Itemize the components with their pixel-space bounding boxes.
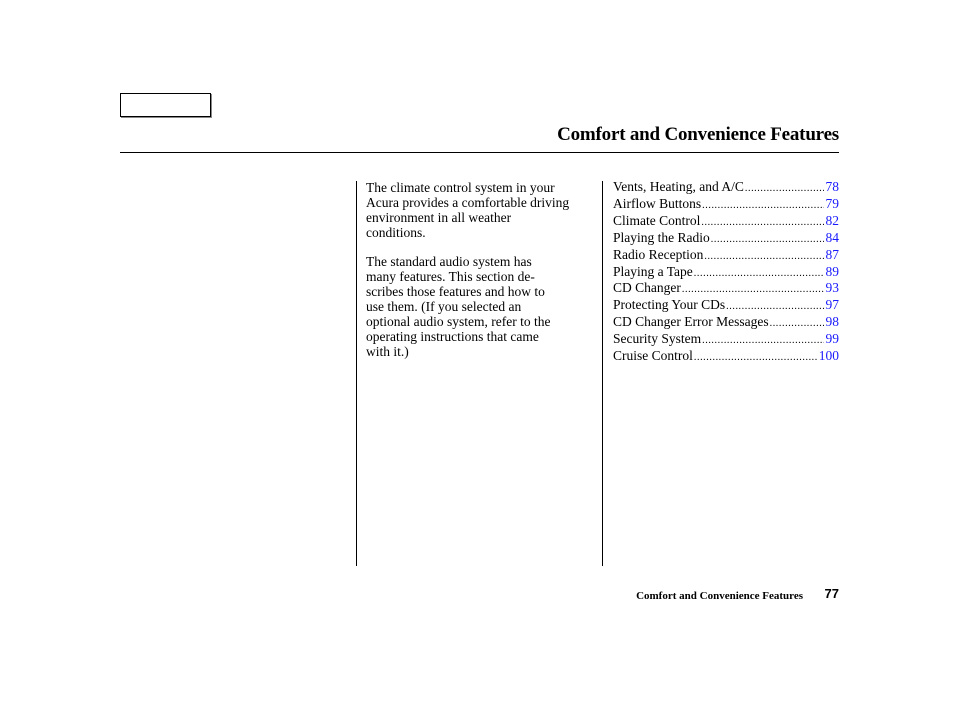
- toc-page-link[interactable]: 100: [818, 348, 839, 364]
- toc-item-label: Vents, Heating, and A/C: [613, 179, 744, 194]
- page-number: 77: [824, 586, 839, 601]
- toc-page-link[interactable]: 82: [825, 212, 839, 228]
- toc-item-climate-control[interactable]: [613, 214, 839, 231]
- toc-item-playing-tape[interactable]: [613, 265, 839, 282]
- toc-item-label: Cruise Control: [613, 348, 693, 364]
- toc-item-vents-heating-ac[interactable]: [613, 180, 839, 197]
- column-divider-left: [356, 181, 357, 566]
- leader-dots: [745, 182, 824, 197]
- leader-dots: [704, 250, 823, 265]
- toc-page-link[interactable]: 97: [825, 297, 839, 313]
- leader-dots: [726, 300, 823, 315]
- intro-paragraph-climate: The climate control system in your Acura provides a comfortable driving environment in all weather conditions.: [366, 180, 570, 240]
- footer-section-title: Comfort and Convenience Features: [636, 590, 803, 602]
- toc-item-label: Playing the Radio: [613, 229, 710, 245]
- leader-dots: [694, 351, 817, 366]
- leader-dots: [711, 233, 824, 248]
- table-of-contents: [613, 180, 839, 366]
- toc-page-link[interactable]: 79: [825, 195, 839, 211]
- toc-item-label: Playing a Tape: [613, 263, 693, 279]
- toc-page-link[interactable]: 78: [825, 179, 839, 194]
- toc-item-label: CD Changer: [613, 280, 681, 296]
- toc-item-security-system[interactable]: [613, 332, 839, 349]
- main-menu-button[interactable]: [120, 93, 211, 117]
- toc-item-airflow-buttons[interactable]: [613, 197, 839, 214]
- toc-item-label: Protecting Your CDs: [613, 297, 726, 313]
- toc-item-label: Climate Control: [613, 212, 701, 228]
- toc-page-link[interactable]: 99: [825, 331, 839, 347]
- intro-text: [366, 180, 598, 373]
- leader-dots: [694, 267, 824, 282]
- toc-page-link[interactable]: 89: [825, 263, 839, 279]
- leader-dots: [701, 216, 823, 231]
- toc-page-link[interactable]: 98: [825, 314, 839, 330]
- column-divider-right: [602, 181, 603, 566]
- toc-item-cd-changer[interactable]: [613, 281, 839, 298]
- toc-page-link[interactable]: 87: [825, 246, 839, 262]
- leader-dots: [702, 199, 823, 214]
- toc-item-cd-changer-errors[interactable]: [613, 315, 839, 332]
- toc-item-playing-radio[interactable]: [613, 231, 839, 248]
- page-title: Comfort and Convenience Features: [557, 124, 839, 145]
- toc-page-link[interactable]: 84: [825, 229, 839, 245]
- toc-page-link[interactable]: 93: [825, 280, 839, 296]
- toc-item-cruise-control[interactable]: [613, 349, 839, 366]
- toc-item-radio-reception[interactable]: [613, 248, 839, 265]
- toc-item-protecting-cds[interactable]: [613, 298, 839, 315]
- leader-dots: [702, 334, 823, 349]
- toc-item-label: Airflow Buttons: [613, 195, 702, 211]
- toc-item-label: CD Changer Error Messages: [613, 314, 769, 330]
- leader-dots: [682, 283, 824, 298]
- intro-paragraph-audio: The standard audio system has many features. This section de- scribes those features and how to use them. (If you selected an optional audio system, refer to the operating instructions that came with it.): [366, 254, 551, 359]
- toc-item-label: Radio Reception: [613, 246, 704, 262]
- toc-item-label: Security System: [613, 331, 702, 347]
- leader-dots: [770, 317, 824, 332]
- title-divider: [120, 152, 839, 153]
